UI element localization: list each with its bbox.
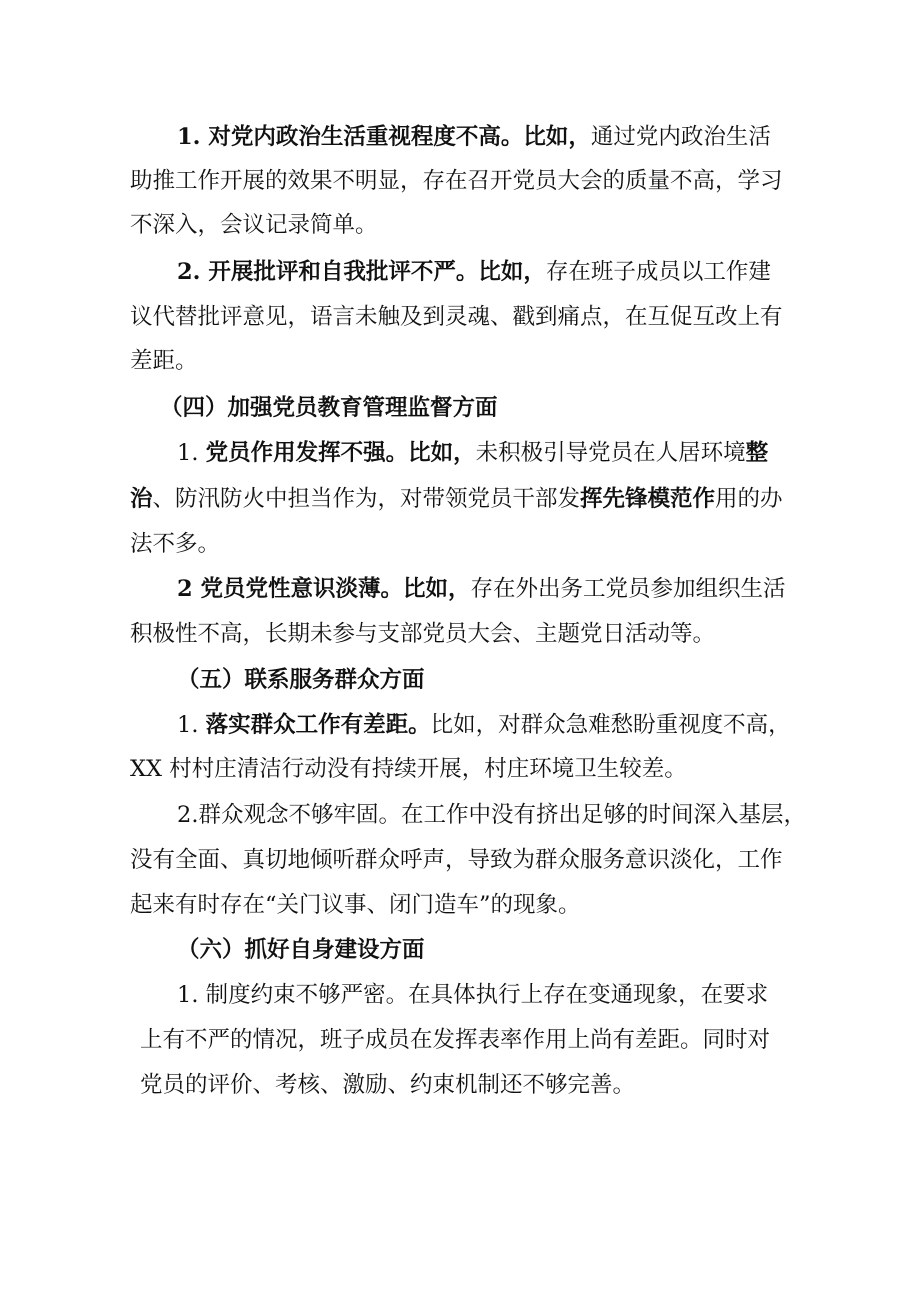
paragraph-2-line-3 bbox=[130, 346, 198, 376]
bold-lead: 2. 开展批评和自我批评不严。比如， bbox=[177, 259, 546, 285]
paragraph-5-line-1 bbox=[177, 710, 791, 740]
body-text: 、防汛防火中担当作为，对带领党员干部发 bbox=[152, 486, 581, 512]
body-text: 差距。 bbox=[130, 348, 198, 374]
body-text: 党员的评价、考核、激励、约束机制还不够完善。 bbox=[140, 1072, 636, 1098]
paragraph-3-line-3 bbox=[130, 529, 220, 559]
paragraph-6-line-2 bbox=[130, 845, 783, 875]
paragraph-7-line-2 bbox=[140, 1025, 770, 1055]
bold-text: 治 bbox=[130, 486, 153, 512]
paragraph-6-line-1 bbox=[177, 800, 806, 830]
bold-text: 整 bbox=[745, 440, 769, 466]
bold-lead: 落实群众工作有差距。 bbox=[205, 712, 431, 738]
body-text: 1. bbox=[177, 712, 206, 738]
section-heading-5: （五）联系服务群众方面 bbox=[177, 667, 425, 693]
section-heading-6: （六）抓好自身建设方面 bbox=[177, 937, 425, 963]
paragraph-4-line-2 bbox=[130, 619, 715, 649]
paragraph-3-line-1 bbox=[177, 438, 768, 468]
paragraph-5-line-2 bbox=[130, 754, 687, 784]
body-text: 起来有时存在“关门议事、闭门造车”的现象。 bbox=[130, 892, 581, 918]
bold-text: 挥先锋模范作 bbox=[580, 486, 716, 512]
paragraph-1-line-3 bbox=[130, 210, 378, 240]
section-heading-4: （四）加强党员教育管理监督方面 bbox=[160, 395, 498, 421]
paragraph-6-line-3 bbox=[130, 890, 581, 920]
paragraph-2-line-1 bbox=[177, 257, 771, 287]
paragraph-1-line-2 bbox=[130, 166, 783, 196]
bold-lead: 1. 对党内政治生活重视程度不高。比如， bbox=[177, 124, 591, 150]
body-text: 存在外出务工党员参加组织生活 bbox=[470, 576, 786, 602]
bold-lead: 2 党员党性意识淡薄。比如， bbox=[177, 576, 471, 602]
bold-lead: 党员作用发挥不强。比如， bbox=[205, 440, 476, 466]
body-text: 助推工作开展的效果不明显，存在召开党员大会的质量不高，学习 bbox=[130, 168, 783, 194]
body-text: 比如，对群众急难愁盼重视度不高， bbox=[430, 712, 791, 738]
paragraph-3-line-2 bbox=[130, 484, 783, 514]
body-text: 2.群众观念不够牢固。在工作中没有挤出足够的时间深入基层， bbox=[177, 802, 806, 828]
body-text: 存在班子成员以工作建 bbox=[545, 259, 771, 285]
body-text: 用的办 bbox=[715, 486, 783, 512]
paragraph-4-line-1 bbox=[177, 574, 786, 604]
paragraph-7-line-1 bbox=[177, 980, 768, 1010]
body-text: 1. bbox=[177, 440, 206, 466]
body-text: 1. 制度约束不够严密。在具体执行上存在变通现象，在要求 bbox=[177, 982, 769, 1008]
paragraph-1-line-1 bbox=[177, 122, 771, 152]
body-text: 积极性不高，长期未参与支部党员大会、主题党日活动等。 bbox=[130, 621, 716, 647]
body-text: 没有全面、真切地倾听群众呼声，导致为群众服务意识淡化，工作 bbox=[130, 847, 783, 873]
body-text: 法不多。 bbox=[130, 531, 221, 557]
paragraph-2-line-2 bbox=[130, 302, 783, 332]
body-text: XX 村村庄清洁行动没有持续开展，村庄环境卫生较差。 bbox=[130, 756, 687, 782]
body-text: 不深入，会议记录简单。 bbox=[130, 212, 378, 238]
body-text: 上有不严的情况，班子成员在发挥表率作用上尚有差距。同时对 bbox=[140, 1027, 771, 1053]
body-text: 未积极引导党员在人居环境 bbox=[475, 440, 746, 466]
body-text: 议代替批评意见，语言未触及到灵魂、戳到痛点，在互促互改上有 bbox=[130, 304, 783, 330]
body-text: 通过党内政治生活 bbox=[590, 124, 771, 150]
paragraph-7-line-3 bbox=[140, 1070, 635, 1100]
